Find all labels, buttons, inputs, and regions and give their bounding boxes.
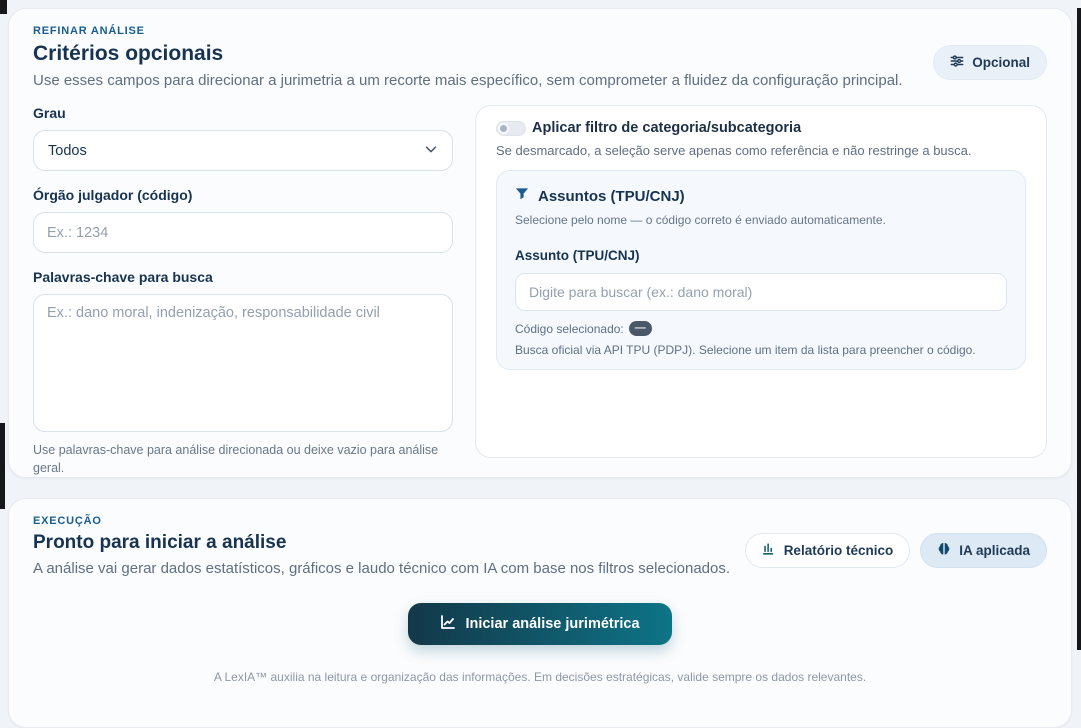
line-chart-icon [440,614,456,634]
selected-code-badge: — [629,321,652,336]
section-title: Critérios opcionais [33,42,224,65]
assunto-search-input[interactable] [515,273,1007,311]
execution-heading-block [33,515,730,577]
keywords-label: Palavras-chave para busca [33,269,213,285]
window-edge-artifact-top-left [0,0,7,14]
assunto-field-label: Assunto (TPU/CNJ) [515,248,640,263]
selected-code-label: Código selecionado: [515,321,624,336]
ai-applied-badge-label: IA aplicada [959,543,1030,558]
brain-icon [937,542,951,559]
grau-select[interactable] [33,130,453,171]
category-filter-helper: Se desmarcado, a seleção serve apenas como referência e não restringe a busca. [496,143,972,158]
category-filter-column [475,105,1047,458]
left-fields-column [33,105,453,477]
assuntos-card-subtitle: Selecione pelo nome — o código correto é enviado automaticamente. [515,213,886,227]
category-filter-toggle[interactable] [496,121,526,136]
chevron-down-icon [424,142,438,160]
orgao-label: Órgão julgador (código) [33,187,193,203]
grau-select-value: Todos [48,142,87,159]
optional-criteria-section [8,8,1072,478]
grau-label: Grau [33,105,66,121]
execution-eyebrow: EXECUÇÃO [33,515,102,527]
orgao-input[interactable] [33,212,453,253]
window-edge-artifact-left [0,423,5,509]
section-heading-block [33,25,903,89]
technical-report-badge [745,533,911,568]
assuntos-card-footnote: Busca oficial via API TPU (PDPJ). Selecione um item da lista para preencher o código. [515,343,976,357]
window-edge-artifact-right [1077,8,1081,650]
textarea-resize-handle[interactable] [438,417,448,427]
sliders-icon [950,54,964,71]
toggle-knob [498,123,509,134]
optional-badge-label: Opcional [972,55,1030,70]
category-filter-toggle-label: Aplicar filtro de categoria/subcategoria [532,120,802,136]
funnel-icon [515,187,529,206]
section-subtitle: Use esses campos para direcionar a jurimetria a um recorte mais específico, sem comprometer a fluidez da configuração principal. [33,72,903,89]
assuntos-card-title: Assuntos (TPU/CNJ) [538,188,685,205]
lexia-disclaimer: A LexIA™ auxilia na leitura e organização das informações. Em decisões estratégicas, valide sempre os dados relevantes. [213,670,867,684]
start-analysis-button-label: Iniciar análise jurimétrica [465,616,640,632]
category-filter-panel [475,105,1047,458]
technical-report-badge-label: Relatório técnico [783,543,894,558]
assuntos-card [496,170,1026,370]
execution-subtitle: A análise vai gerar dados estatísticos, gráficos e laudo técnico com IA com base nos filtros selecionados. [33,560,731,577]
bar-chart-icon [762,542,776,559]
execution-title: Pronto para iniciar a análise [33,532,287,553]
execution-section [8,498,1072,728]
ai-applied-badge [920,533,1047,568]
keywords-textarea[interactable] [33,294,453,432]
keywords-helper: Use palavras-chave para análise direcionada ou deixe vazio para análise geral. [33,443,439,476]
section-eyebrow: REFINAR ANÁLISE [33,25,145,37]
start-analysis-button[interactable] [408,603,671,645]
optional-badge [933,45,1047,80]
